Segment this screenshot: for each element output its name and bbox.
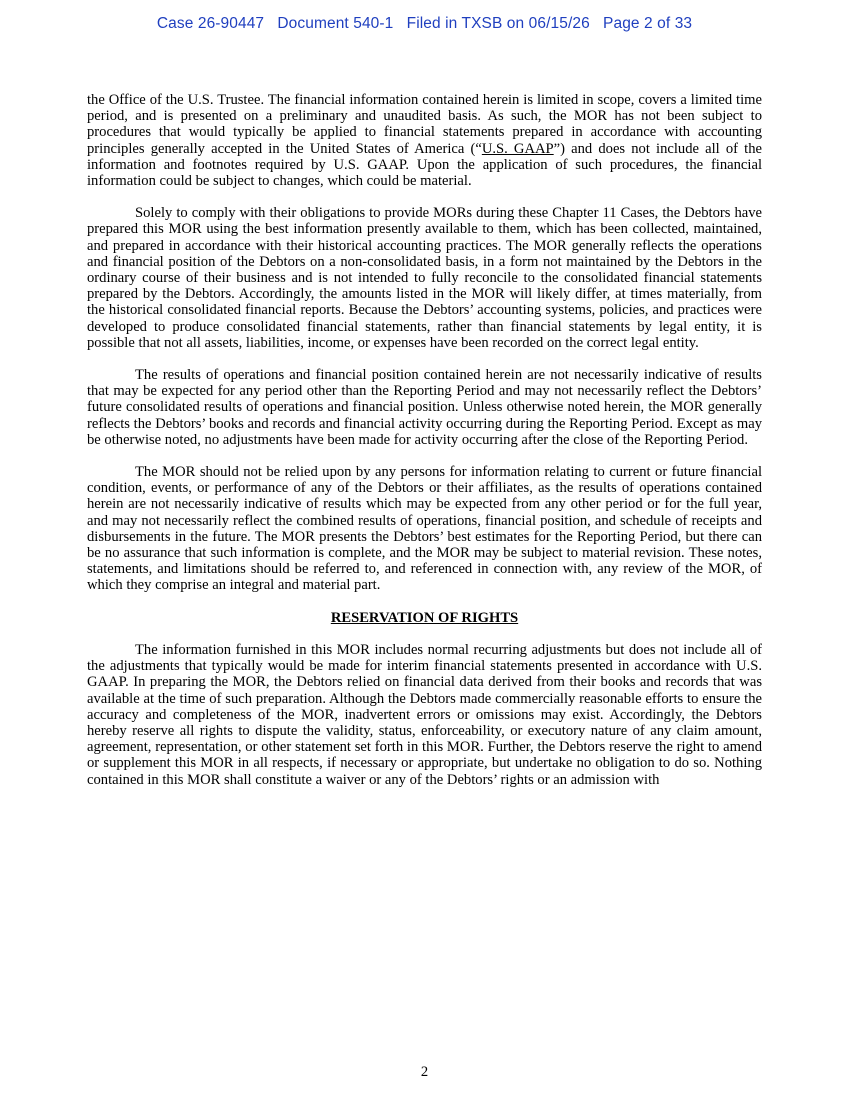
paragraph-text: ”) and does not include all of the information and footnotes required by U.S. GAAP. Upon the application of such procedures, the financial information could be subject to changes, which could be material.: [87, 140, 762, 190]
case-number: Case 26-90447: [156, 15, 265, 32]
paragraph-compliance: Solely to comply with their obligations to provide MORs during these Chapter 11 Cases, the Debtors have prepared this MOR using the best information presently available to them, which has been collected, maintained, and prepared in accordance with their historical accounting practices. The MOR generally reflects the operations and financial position of the Debtors on a non-consolidated basis, in a form not maintained by the Debtors in the ordinary course of their business and is not intended to fully reconcile to the consolidated financial statements prepared by the Debtors. Accordingly, the amounts listed in the MOR will likely differ, at times materially, from the historical consolidated financial reports. Because the Debtors’ accounting systems, policies, and practices were developed to produce consolidated financial statements, rather than financial statements by legal entity, it is possible that not all assets, liabilities, income, or expenses have been recorded on the correct legal entity.: [87, 205, 762, 351]
paragraph-reservation: The information furnished in this MOR includes normal recurring adjustments but does not include all of the adjustments that typically would be made for interim financial statements presented in accordance with U.S. GAAP. In preparing the MOR, the Debtors relied on financial data derived from their books and records that was available at the time of such preparation. Although the Debtors made commercially reasonable efforts to ensure the accuracy and completeness of the MOR, inadvertent errors or omissions may exist. Accordingly, the Debtors hereby reserve all rights to dispute the validity, status, enforceability, or executory nature of any claim amount, agreement, representation, or other statement set forth in this MOR. Further, the Debtors reserve the right to amend or supplement this MOR in all respects, if necessary or appropriate, but undertake no obligation to do so. Nothing contained in this MOR shall constitute a waiver or any of the Debtors’ rights or an admission with: [87, 641, 762, 788]
document-number: Document 540-1: [277, 15, 394, 32]
paragraph-reliance: The MOR should not be relied upon by any persons for information relating to current or future financial condition, events, or performance of any of the Debtors or their affiliates, as the results of operations contained herein are not necessarily indicative of results which may be expected from any other period or for the full year, and may not necessarily reflect the combined results of operations, financial position, and schedule of receipts and disbursements in the future. The MOR presents the Debtors’ best estimates for the Reporting Period, but there can be no assurance that such information is complete, and the MOR may be subject to material revision. These notes, statements, and limitations should be referred to, and referenced in connection with, any review of the MOR, of which they comprise an integral and material part.: [87, 464, 762, 594]
case-header: [0, 15, 849, 33]
paragraph-trustee-intro: [87, 92, 762, 189]
page-info: Page 2 of 33: [603, 15, 693, 32]
paragraph-text: the Office of the U.S. Trustee. The financial information contained herein is limited in scope, covers a limited time period, and is presented on a preliminary and unaudited basis. As such, the MOR has not been subject to procedures that would typically be applied to financial statements prepared in accordance with accounting principles generally accepted in the United States of America (“: [87, 92, 762, 157]
document-body: [87, 92, 762, 804]
defined-term-us-gaap: U.S. GAAP: [481, 140, 554, 157]
filed-info: Filed in TXSB on 06/15/26: [406, 15, 590, 32]
page-number: 2: [420, 1064, 429, 1080]
section-heading-reservation-of-rights: RESERVATION OF RIGHTS: [330, 609, 519, 626]
paragraph-results-of-operations: The results of operations and financial position contained herein are not necessarily indicative of results that may be expected for any period other than the Reporting Period and may not necessarily reflect the Debtors’ future consolidated results of operations and financial position. Unless otherwise noted herein, the MOR generally reflects the Debtors’ books and records and financial activity occurring during the Reporting Period. Except as may be otherwise noted, no adjustments have been made for activity occurring after the close of the Reporting Period.: [87, 367, 762, 448]
